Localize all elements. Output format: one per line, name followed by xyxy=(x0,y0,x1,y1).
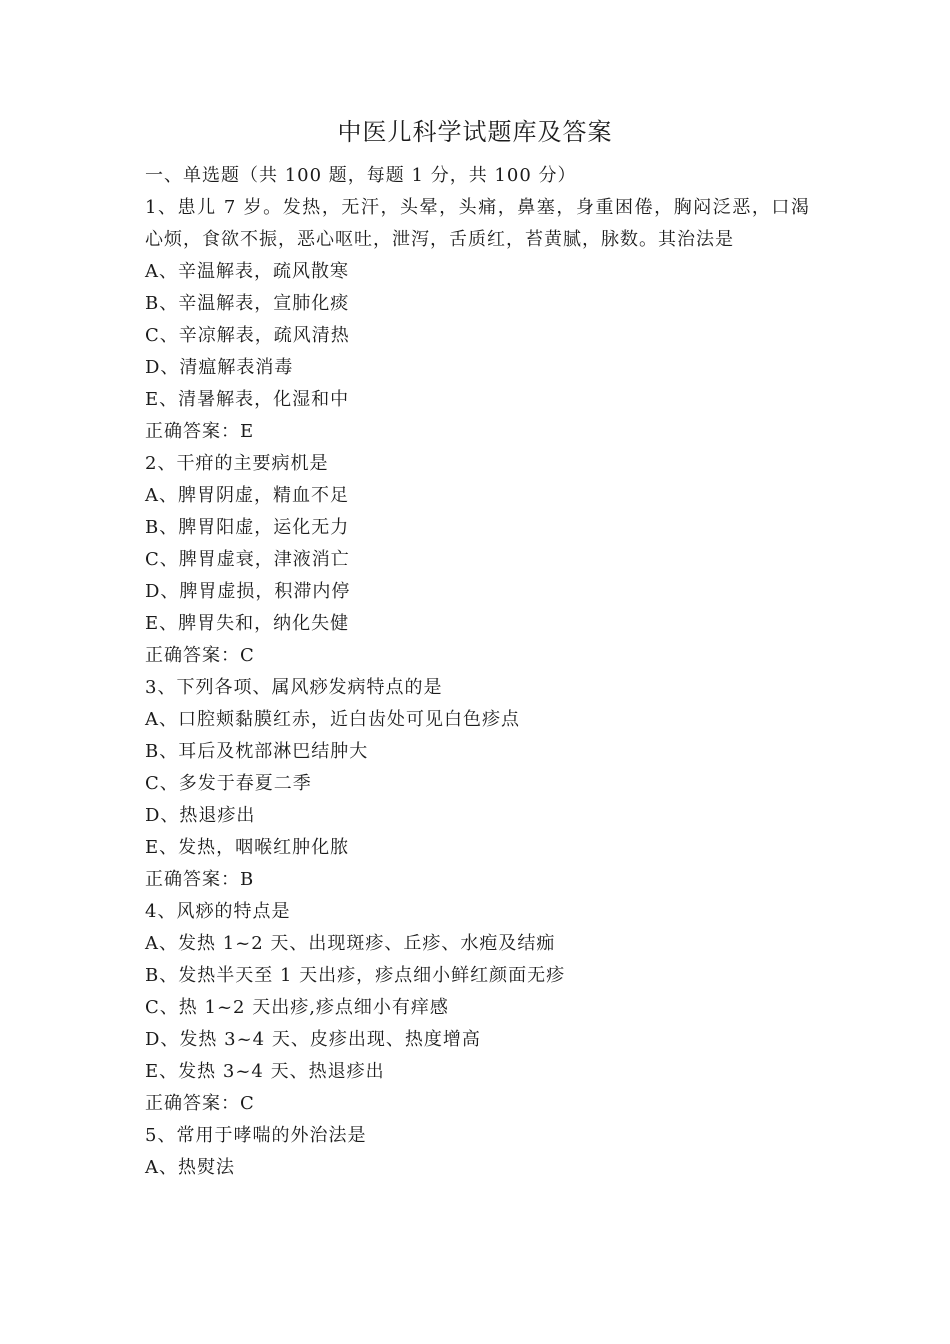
correct-answer: 正确答案：E xyxy=(145,421,255,442)
option-c: C、脾胃虚衰，津液消亡 xyxy=(145,549,350,570)
question-stem: 4、风痧的特点是 xyxy=(145,901,291,922)
option-a: A、脾胃阴虚，精血不足 xyxy=(145,485,349,506)
option-b: B、耳后及枕部淋巴结肿大 xyxy=(145,741,369,762)
option-a: A、辛温解表，疏风散寒 xyxy=(145,261,349,282)
question-5 xyxy=(145,1120,810,1184)
question-2 xyxy=(145,448,810,672)
option-a: A、口腔颊黏膜红赤，近白齿处可见白色疹点 xyxy=(145,709,520,730)
option-e: E、发热，咽喉红肿化脓 xyxy=(145,837,350,858)
question-1 xyxy=(145,192,810,448)
question-stem: 2、干疳的主要病机是 xyxy=(145,453,329,474)
option-a: A、热熨法 xyxy=(145,1157,235,1178)
option-d: D、发热 3~4 天、皮疹出现、热度增高 xyxy=(145,1029,481,1050)
question-3 xyxy=(145,672,810,896)
option-e: E、脾胃失和，纳化失健 xyxy=(145,613,350,634)
question-stem: 5、常用于哮喘的外治法是 xyxy=(145,1125,367,1146)
correct-answer: 正确答案：C xyxy=(145,645,255,666)
option-c: C、多发于春夏二季 xyxy=(145,773,312,794)
question-stem: 3、下列各项、属风痧发病特点的是 xyxy=(145,677,443,698)
question-4 xyxy=(145,896,810,1120)
question-stem: 1、患儿 7 岁。发热，无汗，头晕，头痛，鼻塞，身重困倦，胸闷泛恶，口渴心烦，食欲不振，恶心呕吐，泄泻，舌质红，苔黄腻，脉数。其治法是 xyxy=(145,197,810,250)
option-b: B、辛温解表，宣肺化痰 xyxy=(145,293,350,314)
section-heading: 一、单选题（共 100 题，每题 1 分，共 100 分） xyxy=(145,165,577,186)
option-c: C、热 1~2 天出疹,疹点细小有痒感 xyxy=(145,997,449,1018)
correct-answer: 正确答案：B xyxy=(145,869,255,890)
option-a: A、发热 1~2 天、出现斑疹、丘疹、水疱及结痂 xyxy=(145,933,556,954)
option-b: B、脾胃阳虚，运化无力 xyxy=(145,517,350,538)
document-body xyxy=(145,160,810,1184)
correct-answer: 正确答案：C xyxy=(145,1093,255,1114)
option-c: C、辛凉解表，疏风清热 xyxy=(145,325,350,346)
option-d: D、清瘟解表消毒 xyxy=(145,357,294,378)
option-d: D、脾胃虚损，积滞内停 xyxy=(145,581,351,602)
option-b: B、发热半天至 1 天出疹，疹点细小鲜红颜面无疹 xyxy=(145,965,566,986)
page-title: 中医儿科学试题库及答案 xyxy=(337,118,613,146)
option-e: E、清暑解表，化湿和中 xyxy=(145,389,350,410)
option-d: D、热退疹出 xyxy=(145,805,256,826)
option-e: E、发热 3~4 天、热退疹出 xyxy=(145,1061,385,1082)
